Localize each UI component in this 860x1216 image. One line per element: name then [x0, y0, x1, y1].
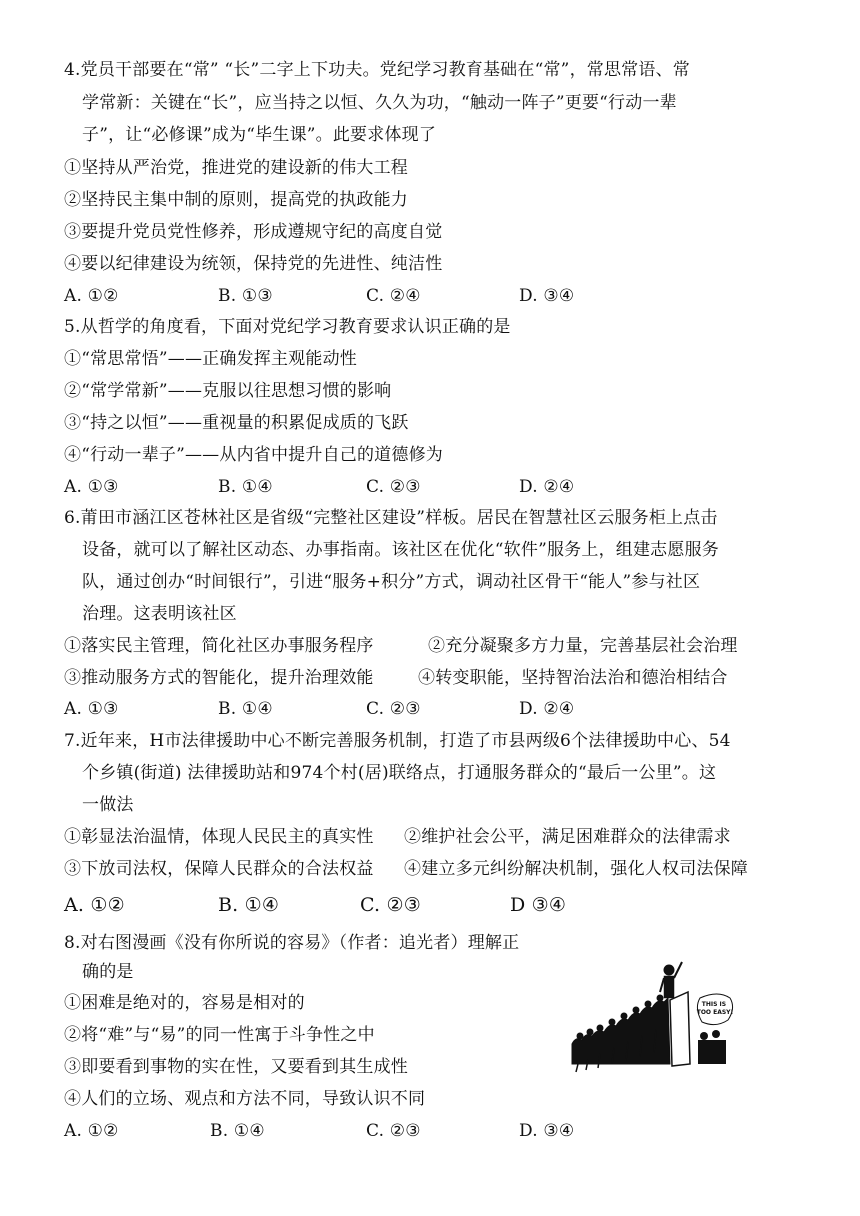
q7-stem-line1: 7.近年来，H市法律援助中心不断完善服务机制，打造了市县两级6个法律援助中心、54: [64, 731, 731, 751]
q7-option-1: ①彰显法治温情，体现人民民主的真实性: [64, 827, 374, 847]
q7-stem-line2: 个乡镇(街道) 法律援助站和974个村(居)联络点，打通服务群众的“最后一公里”。这: [82, 763, 717, 783]
q6-stem-line3: 队，通过创办“时间银行”，引进“服务+积分”方式，调动社区骨干“能人”参与社区: [82, 572, 701, 592]
q5-option-2: ②“常学常新”——克服以往思想习惯的影响: [64, 381, 392, 401]
q6-stem-line2: 设备，就可以了解社区动态、办事指南。该社区在优化“软件”服务上，组建志愿服务: [82, 540, 719, 560]
q4-choice-a: A. ①②: [64, 286, 119, 306]
q4-stem-line3: 子”，让“必修课”成为“毕生课”。此要求体现了: [82, 125, 437, 145]
q6-option-1: ①落实民主管理，简化社区办事服务程序: [64, 636, 374, 656]
q4-option-3: ③要提升党员党性修养，形成遵规守纪的高度自觉: [64, 222, 443, 242]
q6-option-4: ④转变职能，坚持智治法治和德治相结合: [418, 668, 728, 688]
q6-stem-line4: 治理。这表明该社区: [82, 604, 237, 624]
q6-choice-c: C. ②③: [366, 699, 421, 719]
q8-option-1: ①困难是绝对的，容易是相对的: [64, 993, 305, 1013]
q5-choice-c: C. ②③: [366, 477, 421, 497]
q7-option-3: ③下放司法权，保障人民群众的合法权益: [64, 859, 374, 879]
q6-stem-line1: 6.莆田市涵江区苍林社区是省级“完整社区建设”样板。居民在智慧社区云服务柜上点击: [64, 508, 718, 528]
q4-option-1: ①坚持从严治党，推进党的建设新的伟大工程: [64, 158, 408, 178]
q7-choice-a: A. ①②: [64, 894, 125, 916]
q4-choice-b: B. ①③: [218, 286, 273, 306]
q4-stem-line2: 学常新：关键在“长”，应当持之以恒、久久为功，“触动一阵子”更要“行动一辈: [82, 93, 677, 113]
q4-option-4: ④要以纪律建设为统领，保持党的先进性、纯洁性: [64, 254, 443, 274]
q8-stem-line1: 8.对右图漫画《没有你所说的容易》（作者：追光者）理解正: [64, 933, 520, 953]
q8-choice-a: A. ①②: [64, 1121, 119, 1141]
q7-choice-d: D ③④: [510, 894, 567, 916]
q8-option-3: ③即要看到事物的实在性，又要看到其生成性: [64, 1057, 408, 1077]
q8-stem-line2: 确的是: [82, 962, 134, 982]
q4-option-2: ②坚持民主集中制的原则，提高党的执政能力: [64, 190, 408, 210]
q8-option-2: ②将“难”与“易”的同一性寓于斗争性之中: [64, 1025, 375, 1045]
q6-choice-b: B. ①④: [218, 699, 273, 719]
q4-choice-d: D. ③④: [519, 286, 575, 306]
q6-choice-a: A. ①③: [64, 699, 119, 719]
q7-option-4: ④建立多元纠纷解决机制，强化人权司法保障: [404, 859, 748, 879]
q6-option-2: ②充分凝聚多方力量，完善基层社会治理: [428, 636, 738, 656]
q7-choice-b: B. ①④: [218, 894, 280, 916]
q5-stem-line1: 5.从哲学的角度看，下面对党纪学习教育要求认识正确的是: [64, 317, 511, 337]
q5-choice-b: B. ①④: [218, 477, 273, 497]
q7-option-2: ②维护社会公平，满足困难群众的法律需求: [404, 827, 731, 847]
q8-option-4: ④人们的立场、观点和方法不同，导致认识不同: [64, 1089, 426, 1109]
cartoon-sign-text: THIS IS TOO EASY!: [696, 1001, 734, 1016]
q4-choice-c: C. ②④: [366, 286, 421, 306]
cartoon-illustration: [570, 936, 742, 1078]
q5-choice-a: A. ①③: [64, 477, 119, 497]
q7-stem-line3: 一做法: [82, 795, 134, 815]
q6-choice-d: D. ②④: [519, 699, 575, 719]
q8-choice-b: B. ①④: [210, 1121, 265, 1141]
q8-choice-c: C. ②③: [366, 1121, 421, 1141]
q4-stem-line1: 4.党员干部要在“常” “长”二字上下功夫。党纪学习教育基础在“常”，常思常语、常: [64, 60, 690, 80]
q5-option-1: ①“常思常悟”——正确发挥主观能动性: [64, 349, 357, 369]
q6-option-3: ③推动服务方式的智能化，提升治理效能: [64, 668, 374, 688]
q7-choice-c: C. ②③: [360, 894, 422, 916]
q8-choice-d: D. ③④: [519, 1121, 575, 1141]
q5-choice-d: D. ②④: [519, 477, 575, 497]
q5-option-3: ③“持之以恒”——重视量的积累促成质的飞跃: [64, 413, 409, 433]
q5-option-4: ④“行动一辈子”——从内省中提升自己的道德修为: [64, 445, 443, 465]
